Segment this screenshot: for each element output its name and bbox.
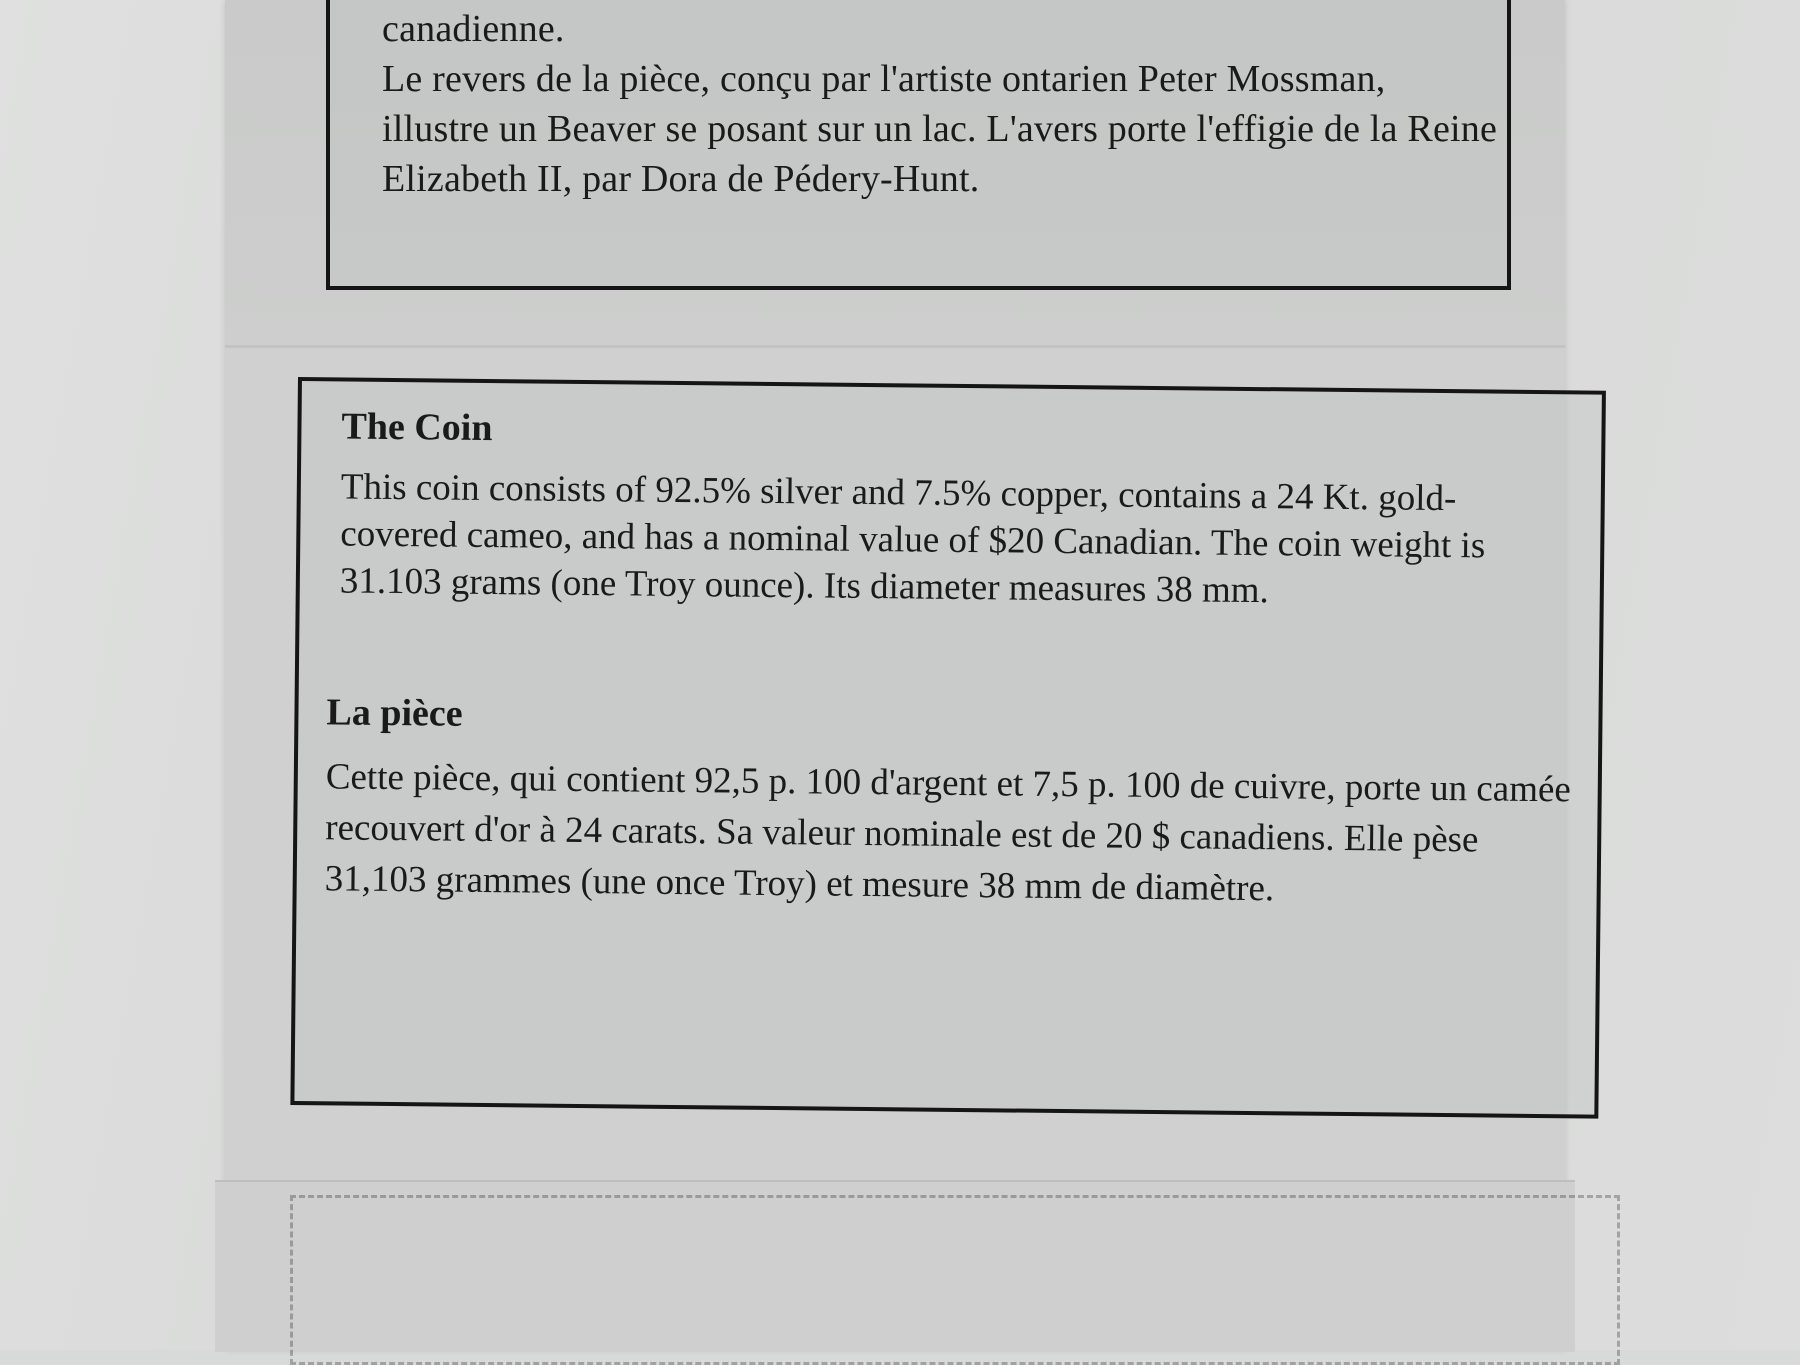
fold-crease	[225, 345, 1565, 348]
certificate-box-edge	[290, 1195, 1620, 1365]
french-specifications-text: Cette pièce, qui contient 92,5 p. 100 d'argent et 7,5 p. 100 de cuivre, porte un camée recouvert d'or à 24 carats. Sa valeur nominale est de 20 $ canadiens. Elle pèse 31,103 grammes (une once Troy) et mesure 38 mm de diamètre.	[324, 756, 1572, 910]
description-box-french	[326, 0, 1511, 290]
previous-text-ending: canadienne.	[382, 8, 565, 50]
english-heading: The Coin	[341, 405, 493, 450]
english-specifications-text: This coin consists of 92.5% silver and 7.5% copper, contains a 24 Kt. gold-covered cameo, and has a nominal value of $20 Canadian. The coin weight is 31.103 grams (one Troy ounce). Its diameter measures 38 mm.	[339, 466, 1486, 612]
design-description-paragraph: Le revers de la pièce, conçu par l'artiste ontarien Peter Mossman, illustre un Beaver se posant sur un lac. L'avers porte l'effigie de la Reine Elizabeth II, par Dora de Pédery-Hunt.	[382, 58, 1498, 200]
coin-specifications-box	[290, 377, 1606, 1119]
french-heading: La pièce	[326, 691, 463, 735]
